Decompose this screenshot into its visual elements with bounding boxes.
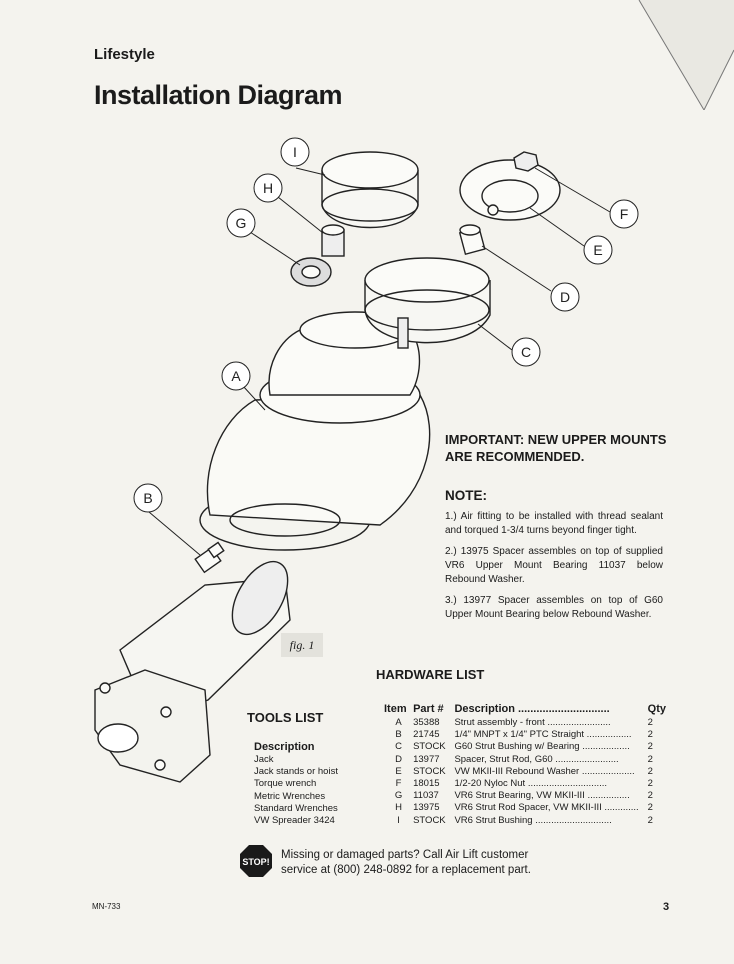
hardware-item: F <box>395 778 402 790</box>
hardware-item: A <box>395 717 402 728</box>
hardware-header-row <box>384 703 666 717</box>
hardware-description: Strut assembly - front ........................ <box>454 717 611 728</box>
callout-d: D <box>559 289 571 305</box>
important-notice: IMPORTANT: NEW UPPER MOUNTS ARE RECOMMENDED. <box>445 432 667 464</box>
callout-c: C <box>520 344 532 360</box>
tool-item: Torque wrench <box>254 778 317 790</box>
note-text: 13975 Spacer assembles on top of supplied VR6 Upper Mount Bearing 11037 below Rebound Washer. <box>445 546 663 585</box>
hardware-part-number: 35388 <box>413 717 440 728</box>
strut-mount-bracket <box>95 670 210 782</box>
note-list <box>445 510 663 629</box>
hardware-row <box>384 790 666 802</box>
hardware-qty: 2 <box>647 741 653 753</box>
hardware-item: C <box>395 741 402 753</box>
hardware-description: VW MKII-III Rebound Washer .................... <box>454 765 635 777</box>
page-number: 3 <box>663 901 670 913</box>
tools-description-header: Description <box>254 741 315 753</box>
hardware-qty: 2 <box>647 814 653 826</box>
hardware-item: B <box>395 729 402 741</box>
callout-g: G <box>235 215 247 231</box>
hardware-row <box>384 815 666 827</box>
hardware-item: G <box>394 790 403 802</box>
callout-i: I <box>293 144 297 160</box>
hardware-qty: 2 <box>647 790 653 802</box>
note-number: 2.) <box>445 546 457 557</box>
hardware-item: H <box>395 802 402 814</box>
hardware-part-number: 11037 <box>413 790 439 802</box>
tool-item: Jack stands or hoist <box>254 766 338 778</box>
col-qty: Qty <box>647 703 666 715</box>
note-item <box>445 510 663 538</box>
callout-e: E <box>593 242 603 258</box>
vr6-strut-bearing <box>291 258 331 286</box>
hardware-description: G60 Strut Bushing w/ Bearing .................. <box>454 741 630 753</box>
note-number: 1.) <box>445 511 457 522</box>
hardware-row <box>384 717 666 729</box>
hardware-description: VR6 Strut Rod Spacer, VW MKII-III ............. <box>454 802 639 814</box>
hardware-row <box>384 741 666 753</box>
hardware-row <box>384 754 666 766</box>
stop-sign-icon <box>239 844 273 878</box>
hardware-description: VR6 Strut Bushing ............................. <box>454 814 612 826</box>
spacer-g60 <box>460 225 485 254</box>
hardware-qty: 2 <box>647 765 653 777</box>
hardware-row <box>384 729 666 741</box>
hardware-qty: 2 <box>647 802 653 814</box>
missing-parts-line-1: Missing or damaged parts? Call Air Lift customer <box>281 849 529 861</box>
hardware-part-number: STOCK <box>413 814 446 826</box>
hardware-part-number: STOCK <box>413 741 446 753</box>
hardware-row <box>384 802 666 814</box>
col-description: Description .............................. <box>454 703 610 715</box>
callout-h: H <box>262 180 274 196</box>
hardware-item: I <box>397 814 400 826</box>
note-item <box>445 594 663 622</box>
rebound-washer <box>460 160 560 220</box>
tool-item: Standard Wrenches <box>254 802 338 814</box>
hardware-qty: 2 <box>647 729 653 741</box>
hardware-item: E <box>395 765 402 777</box>
section-label: Lifestyle <box>94 46 155 63</box>
page-title: Installation Diagram <box>94 80 343 110</box>
missing-parts-message <box>281 848 551 878</box>
note-heading: NOTE: <box>445 488 487 503</box>
hardware-row <box>384 778 666 790</box>
hardware-table <box>384 703 666 827</box>
note-text: Air fitting to be installed with thread sealant and torqued 1-3/4 turns beyond finger tight. <box>445 511 663 536</box>
hardware-row <box>384 766 666 778</box>
air-spring-bag <box>200 312 430 550</box>
figure-label: fig. 1 <box>281 633 323 657</box>
stop-sign-label: STOP! <box>242 857 270 867</box>
tool-item: Metric Wrenches <box>254 790 326 802</box>
hardware-qty: 2 <box>647 753 653 765</box>
document-code: MN-733 <box>92 902 121 911</box>
missing-parts-line-2: service at (800) 248-0892 for a replacement part. <box>281 864 531 876</box>
hardware-part-number: 13977 <box>413 753 440 765</box>
col-part: Part # <box>413 703 444 715</box>
hardware-list-title: HARDWARE LIST <box>376 667 485 682</box>
col-item: Item <box>384 703 407 715</box>
vr6-strut-rod-spacer <box>322 225 344 256</box>
note-item <box>445 545 663 587</box>
tool-item: Jack <box>254 754 274 765</box>
air-fitting <box>195 542 224 572</box>
hardware-description: Spacer, Strut Rod, G60 ........................ <box>454 753 619 765</box>
hardware-description: 1/2-20 Nyloc Nut .............................. <box>454 778 608 790</box>
note-number: 3.) <box>445 595 457 606</box>
hardware-item: D <box>395 753 402 765</box>
vr6-strut-bushing <box>322 152 418 228</box>
callout-b: B <box>143 490 153 506</box>
note-text: 13977 Spacer assembles on top of G60 Upper Mount Bearing below Rebound Washer. <box>445 595 663 620</box>
tools-list <box>254 754 338 827</box>
tools-list-title: TOOLS LIST <box>247 710 324 725</box>
hardware-description: 1/4" MNPT x 1/4" PTC Straight ................. <box>454 729 632 741</box>
tool-item: VW Spreader 3424 <box>254 815 335 827</box>
hardware-description: VR6 Strut Bearing, VW MKII-III ................ <box>454 790 630 802</box>
callout-a: A <box>231 368 241 384</box>
hardware-part-number: 21745 <box>413 729 440 741</box>
hardware-part-number: 13975 <box>413 802 440 814</box>
callout-f: F <box>619 206 629 222</box>
hardware-part-number: 18015 <box>413 778 440 790</box>
hardware-qty: 2 <box>647 717 653 728</box>
hardware-qty: 2 <box>647 778 653 790</box>
hardware-part-number: STOCK <box>413 765 446 777</box>
